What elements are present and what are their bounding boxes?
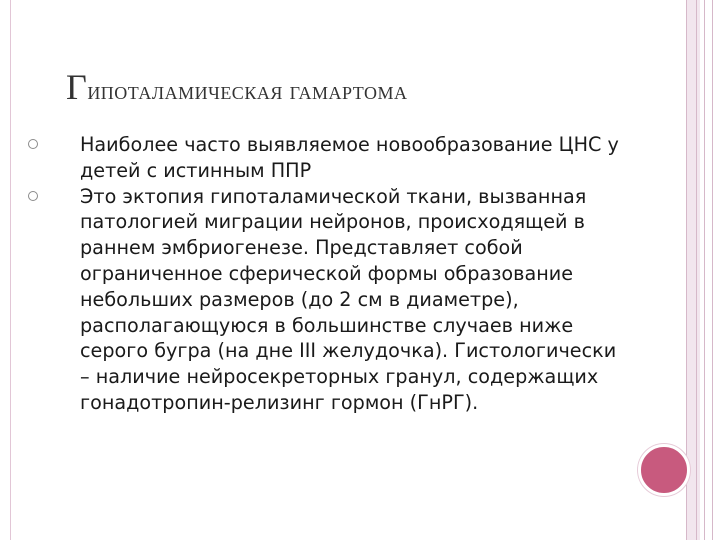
slide-title-initial: Г: [66, 67, 88, 107]
decorative-circle: [638, 444, 690, 496]
left-border-line: [10, 0, 11, 540]
bullet-text: Наиболее часто выявляемое новообразование ЦНС у детей с истинным ППР: [80, 133, 619, 182]
bullet-item: [28, 184, 628, 416]
slide-title: [66, 66, 408, 108]
right-decor-line: [712, 0, 713, 540]
bullet-list: [28, 132, 628, 416]
right-decor-line: [696, 0, 697, 540]
right-decor-band: [686, 0, 700, 540]
slide-title-rest: ипоталамическая гамартома: [87, 78, 408, 105]
right-decor-line: [704, 0, 705, 540]
bullet-text: Это эктопия гипоталамической ткани, вызванная патологией миграции нейронов, происходящей в раннем эмбриогенезе. Представляет собой ограниченное сферической формы образование небольших размеров (до 2 см в диаметре), располагающуюся в большинстве случаев ниже серого бугра (на дне III желудочка). Гистологически – наличие нейросекреторных гранул, содержащих гонадотропин-релизинг гормон (ГнРГ).: [80, 184, 617, 414]
bullet-circle-icon: [28, 139, 38, 149]
bullet-item: [28, 132, 628, 184]
bullet-circle-icon: [28, 191, 38, 201]
